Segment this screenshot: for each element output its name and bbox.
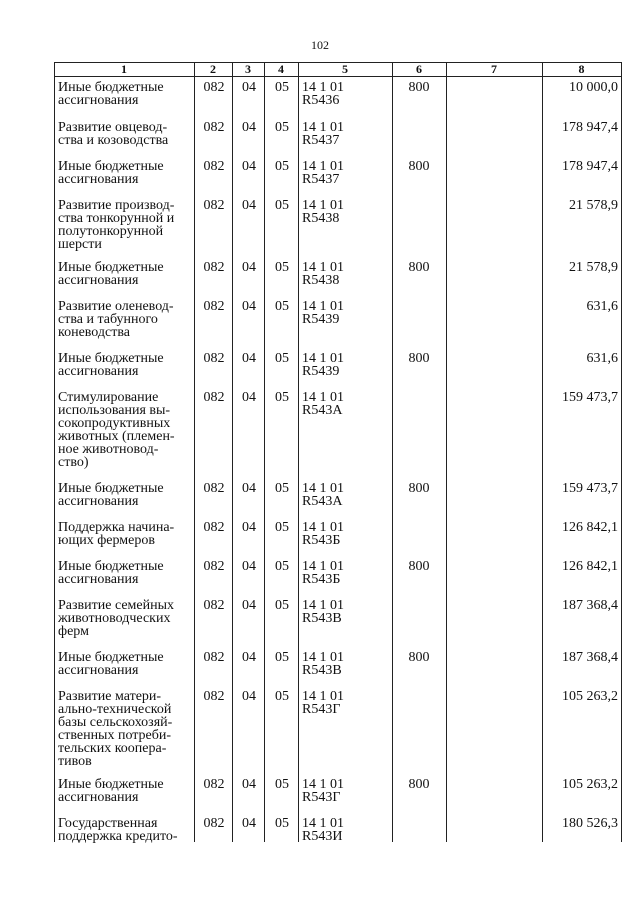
item-name-cell xyxy=(58,560,194,586)
target-item-code-line: 14 1 01 xyxy=(302,120,344,135)
target-item-code-line: 14 1 01 xyxy=(302,481,344,496)
target-item-code-line: R5436 xyxy=(302,93,340,108)
amount-cell: 21 578,9 xyxy=(569,198,618,213)
item-name-line: тивов xyxy=(58,754,92,769)
item-name-line: Иные бюджетные xyxy=(58,481,164,496)
section-cell: 04 xyxy=(242,351,256,366)
target-item-code-cell xyxy=(302,690,392,716)
column-divider xyxy=(392,62,393,842)
target-item-code-cell xyxy=(302,651,392,677)
budget-table xyxy=(54,62,622,842)
column-header-7: 7 xyxy=(491,62,497,76)
item-name-line: ассигнования xyxy=(58,790,139,805)
target-item-code-line: 14 1 01 xyxy=(302,299,344,314)
expense-type-cell: 800 xyxy=(408,260,430,275)
section-cell: 04 xyxy=(242,816,256,831)
item-name-line: полутонкорунной xyxy=(58,224,164,239)
item-name-line: животноводческих xyxy=(58,611,171,626)
target-item-code-cell xyxy=(302,160,392,186)
target-item-code-cell xyxy=(302,121,392,147)
item-name-line: ства и табунного xyxy=(58,312,158,327)
column-divider xyxy=(232,62,233,842)
ministry-code-cell: 082 xyxy=(203,159,225,174)
item-name-line: Иные бюджетные xyxy=(58,559,164,574)
target-item-code-cell xyxy=(302,352,392,378)
expense-type-cell: 800 xyxy=(408,481,430,496)
item-name-line: ства тонкорунной и xyxy=(58,211,175,226)
column-divider xyxy=(54,62,55,842)
column-header-8: 8 xyxy=(578,62,585,76)
item-name-line: Иные бюджетные xyxy=(58,80,164,95)
amount-cell: 178 947,4 xyxy=(562,120,618,135)
amount-cell: 631,6 xyxy=(586,299,618,314)
expense-type-cell: 800 xyxy=(408,777,430,792)
subsection-cell: 05 xyxy=(275,689,289,704)
item-name-line: ферм xyxy=(58,624,89,639)
item-name-line: животных (племен- xyxy=(58,429,175,444)
subsection-cell: 05 xyxy=(275,159,289,174)
item-name-line: коневодства xyxy=(58,325,131,340)
expense-type-cell: 800 xyxy=(408,650,430,665)
column-divider xyxy=(621,62,622,842)
item-name-line: ассигнования xyxy=(58,572,139,587)
amount-cell: 105 263,2 xyxy=(562,777,618,792)
subsection-cell: 05 xyxy=(275,299,289,314)
target-item-code-line: R543A xyxy=(302,403,343,418)
header-bottom-border xyxy=(54,76,622,77)
item-name-line: ассигнования xyxy=(58,273,139,288)
item-name-cell xyxy=(58,352,194,378)
ministry-code-cell: 082 xyxy=(203,351,225,366)
target-item-code-line: 14 1 01 xyxy=(302,598,344,613)
target-item-code-cell xyxy=(302,599,392,625)
item-name-cell xyxy=(58,199,194,251)
item-name-cell xyxy=(58,690,194,768)
ministry-code-cell: 082 xyxy=(203,777,225,792)
subsection-cell: 05 xyxy=(275,481,289,496)
target-item-code-cell xyxy=(302,261,392,287)
item-name-line: ственных потреби- xyxy=(58,728,172,743)
subsection-cell: 05 xyxy=(275,816,289,831)
target-item-code-line: R543И xyxy=(302,829,343,844)
column-header-4: 4 xyxy=(278,62,284,76)
section-cell: 04 xyxy=(242,198,256,213)
target-item-code-line: 14 1 01 xyxy=(302,80,344,95)
subsection-cell: 05 xyxy=(275,80,289,95)
target-item-code-line: R543Б xyxy=(302,572,341,587)
item-name-line: ющих фермеров xyxy=(58,533,155,548)
item-name-line: ально-технической xyxy=(58,702,172,717)
item-name-line: Иные бюджетные xyxy=(58,260,164,275)
target-item-code-line: R5437 xyxy=(302,172,340,187)
ministry-code-cell: 082 xyxy=(203,520,225,535)
target-item-code-line: 14 1 01 xyxy=(302,689,344,704)
column-header-6: 6 xyxy=(416,62,422,76)
item-name-cell xyxy=(58,81,194,107)
amount-cell: 187 368,4 xyxy=(562,650,618,665)
amount-cell: 159 473,7 xyxy=(562,390,618,405)
item-name-line: базы сельскохозяй- xyxy=(58,715,173,730)
target-item-code-cell xyxy=(302,521,392,547)
target-item-code-cell xyxy=(302,817,392,843)
amount-cell: 631,6 xyxy=(586,351,618,366)
section-cell: 04 xyxy=(242,299,256,314)
ministry-code-cell: 082 xyxy=(203,689,225,704)
target-item-code-line: 14 1 01 xyxy=(302,351,344,366)
item-name-line: поддержка кредито- xyxy=(58,829,178,844)
item-name-line: шерсти xyxy=(58,237,102,252)
item-name-line: ассигнования xyxy=(58,494,139,509)
ministry-code-cell: 082 xyxy=(203,816,225,831)
target-item-code-line: 14 1 01 xyxy=(302,650,344,665)
ministry-code-cell: 082 xyxy=(203,598,225,613)
subsection-cell: 05 xyxy=(275,650,289,665)
target-item-code-line: 14 1 01 xyxy=(302,390,344,405)
expense-type-cell: 800 xyxy=(408,559,430,574)
target-item-code-line: 14 1 01 xyxy=(302,260,344,275)
subsection-cell: 05 xyxy=(275,390,289,405)
expense-type-cell: 800 xyxy=(408,351,430,366)
amount-cell: 180 526,3 xyxy=(562,816,618,831)
item-name-line: Иные бюджетные xyxy=(58,777,164,792)
subsection-cell: 05 xyxy=(275,260,289,275)
target-item-code-line: 14 1 01 xyxy=(302,520,344,535)
item-name-line: Развитие матери- xyxy=(58,689,162,704)
amount-cell: 126 842,1 xyxy=(562,520,618,535)
ministry-code-cell: 082 xyxy=(203,198,225,213)
amount-cell: 159 473,7 xyxy=(562,481,618,496)
subsection-cell: 05 xyxy=(275,598,289,613)
column-header-3: 3 xyxy=(245,62,251,76)
column-divider xyxy=(298,62,299,842)
column-divider xyxy=(264,62,265,842)
subsection-cell: 05 xyxy=(275,198,289,213)
item-name-line: Стимулирование xyxy=(58,390,159,405)
item-name-line: Государственная xyxy=(58,816,158,831)
target-item-code-cell xyxy=(302,199,392,225)
column-header-1: 1 xyxy=(121,62,127,76)
ministry-code-cell: 082 xyxy=(203,559,225,574)
target-item-code-line: 14 1 01 xyxy=(302,777,344,792)
section-cell: 04 xyxy=(242,390,256,405)
column-header-5: 5 xyxy=(342,62,348,76)
ministry-code-cell: 082 xyxy=(203,120,225,135)
section-cell: 04 xyxy=(242,520,256,535)
section-cell: 04 xyxy=(242,481,256,496)
target-item-code-line: 14 1 01 xyxy=(302,159,344,174)
page-number: 102 xyxy=(311,38,329,52)
target-item-code-line: R543В xyxy=(302,663,342,678)
target-item-code-cell xyxy=(302,391,392,417)
column-divider xyxy=(194,62,195,842)
section-cell: 04 xyxy=(242,598,256,613)
item-name-cell xyxy=(58,261,194,287)
subsection-cell: 05 xyxy=(275,520,289,535)
item-name-line: использования вы- xyxy=(58,403,171,418)
item-name-line: Развитие овцевод- xyxy=(58,120,168,135)
subsection-cell: 05 xyxy=(275,777,289,792)
subsection-cell: 05 xyxy=(275,559,289,574)
item-name-cell xyxy=(58,521,194,547)
target-item-code-line: R543Г xyxy=(302,702,341,717)
item-name-line: Развитие семейных xyxy=(58,598,175,613)
ministry-code-cell: 082 xyxy=(203,650,225,665)
target-item-code-cell xyxy=(302,560,392,586)
item-name-cell xyxy=(58,651,194,677)
item-name-cell xyxy=(58,599,194,638)
amount-cell: 21 578,9 xyxy=(569,260,618,275)
section-cell: 04 xyxy=(242,120,256,135)
target-item-code-line: R543Б xyxy=(302,533,341,548)
target-item-code-line: R543Г xyxy=(302,790,341,805)
target-item-code-line: R5438 xyxy=(302,273,340,288)
target-item-code-cell xyxy=(302,81,392,107)
section-cell: 04 xyxy=(242,559,256,574)
item-name-cell xyxy=(58,391,194,469)
section-cell: 04 xyxy=(242,80,256,95)
item-name-line: ное животновод- xyxy=(58,442,159,457)
item-name-line: ство) xyxy=(58,455,89,470)
ministry-code-cell: 082 xyxy=(203,390,225,405)
item-name-cell xyxy=(58,482,194,508)
item-name-line: Иные бюджетные xyxy=(58,351,164,366)
item-name-line: ства и козоводства xyxy=(58,133,169,148)
amount-cell: 10 000,0 xyxy=(569,80,618,95)
item-name-line: Развитие оленевод- xyxy=(58,299,174,314)
ministry-code-cell: 082 xyxy=(203,481,225,496)
target-item-code-cell xyxy=(302,300,392,326)
item-name-line: Развитие производ- xyxy=(58,198,175,213)
expense-type-cell: 800 xyxy=(408,159,430,174)
subsection-cell: 05 xyxy=(275,351,289,366)
section-cell: 04 xyxy=(242,650,256,665)
target-item-code-line: 14 1 01 xyxy=(302,816,344,831)
target-item-code-line: R5438 xyxy=(302,211,340,226)
target-item-code-line: R543A xyxy=(302,494,343,509)
target-item-code-line: 14 1 01 xyxy=(302,198,344,213)
section-cell: 04 xyxy=(242,260,256,275)
target-item-code-cell xyxy=(302,778,392,804)
item-name-line: ассигнования xyxy=(58,172,139,187)
target-item-code-cell xyxy=(302,482,392,508)
column-divider xyxy=(446,62,447,842)
item-name-cell xyxy=(58,778,194,804)
amount-cell: 187 368,4 xyxy=(562,598,618,613)
amount-cell: 105 263,2 xyxy=(562,689,618,704)
item-name-line: ассигнования xyxy=(58,663,139,678)
item-name-line: тельских коопера- xyxy=(58,741,167,756)
target-item-code-line: R5437 xyxy=(302,133,340,148)
expense-type-cell: 800 xyxy=(408,80,430,95)
target-item-code-line: R543В xyxy=(302,611,342,626)
section-cell: 04 xyxy=(242,689,256,704)
item-name-cell xyxy=(58,817,194,843)
item-name-line: ассигнования xyxy=(58,93,139,108)
amount-cell: 178 947,4 xyxy=(562,159,618,174)
subsection-cell: 05 xyxy=(275,120,289,135)
target-item-code-line: 14 1 01 xyxy=(302,559,344,574)
item-name-cell xyxy=(58,121,194,147)
item-name-line: Иные бюджетные xyxy=(58,159,164,174)
target-item-code-line: R5439 xyxy=(302,364,340,379)
item-name-line: сокопродуктивных xyxy=(58,416,171,431)
item-name-line: ассигнования xyxy=(58,364,139,379)
ministry-code-cell: 082 xyxy=(203,260,225,275)
target-item-code-line: R5439 xyxy=(302,312,340,327)
item-name-line: Иные бюджетные xyxy=(58,650,164,665)
item-name-line: Поддержка начина- xyxy=(58,520,175,535)
item-name-cell xyxy=(58,300,194,339)
column-header-2: 2 xyxy=(210,62,216,76)
section-cell: 04 xyxy=(242,159,256,174)
ministry-code-cell: 082 xyxy=(203,80,225,95)
ministry-code-cell: 082 xyxy=(203,299,225,314)
column-divider xyxy=(542,62,543,842)
amount-cell: 126 842,1 xyxy=(562,559,618,574)
section-cell: 04 xyxy=(242,777,256,792)
item-name-cell xyxy=(58,160,194,186)
